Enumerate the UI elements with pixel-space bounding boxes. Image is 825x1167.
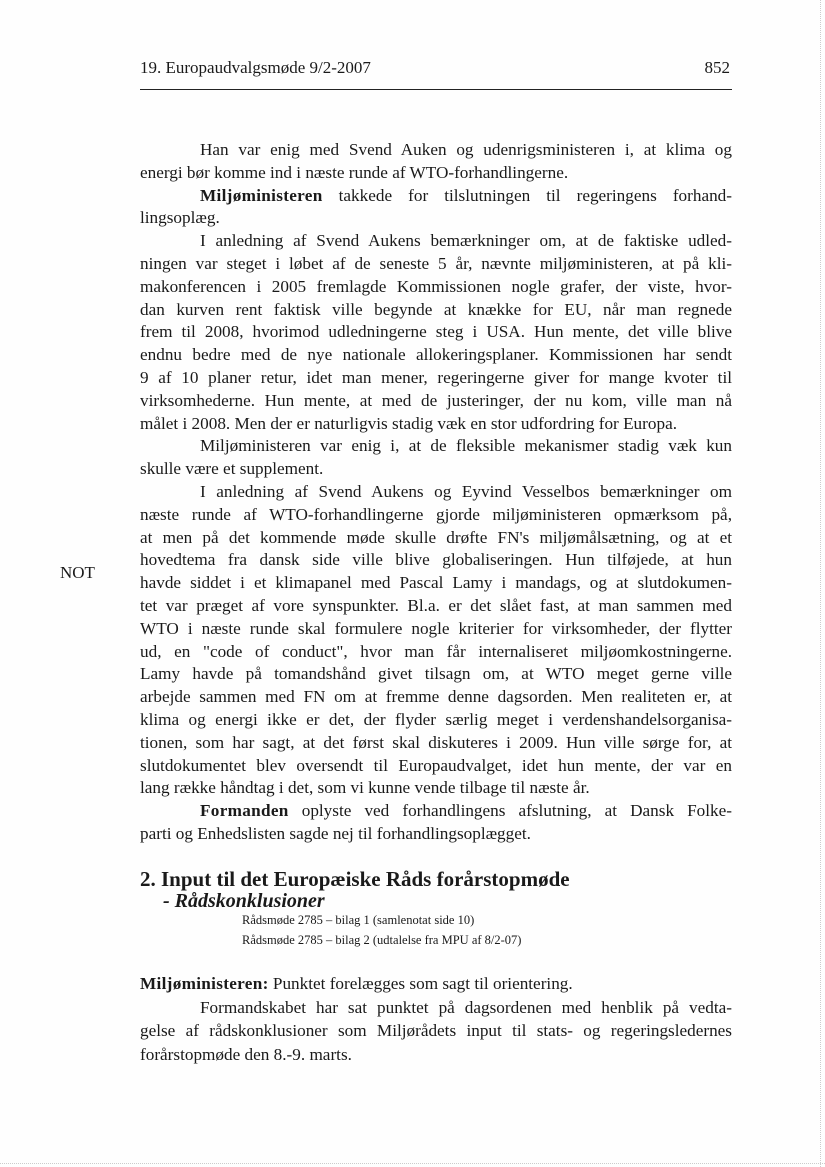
line-text: dan kurven rent faktisk ville begynde at knække for EU, når man regnede: [140, 299, 732, 319]
speaker-name: Formanden: [200, 801, 289, 821]
text-line: [140, 162, 732, 185]
text-line: [140, 207, 732, 230]
speaker-name: Miljøministeren: [200, 185, 323, 205]
line-text: endnu bedre med de nye nationale allokeringsplaner. Kommissionen har sendt: [140, 345, 732, 365]
line-text: tet var præget af vore synspunkter. Bl.a. er det slået fast, at man sammen med: [140, 595, 732, 615]
line-text: virksomhederne. Hun mente, at med de justeringer, der nu kom, ville man nå: [140, 390, 732, 410]
line-text: at men på det kommende møde skulle drøfte FN's miljømålsætning, og at et: [140, 527, 732, 547]
page-number: 852: [704, 58, 730, 77]
line-text: arbejde sammen med FN om at fremme denne dagsorden. Men realiteten er, at: [140, 687, 732, 707]
line-text: slutdokumentet blev oversendt til Europaudvalget, idet hun mente, der var en: [140, 755, 732, 775]
line-text: ningen var steget i løbet af de seneste 5 år, nævnte miljøministeren, at på kli-: [140, 253, 732, 273]
line-text: frem til 2008, hvorimod udledningerne steg i USA. Hun mente, det ville blive: [140, 322, 732, 342]
text-line: [140, 549, 732, 572]
text-line: [140, 344, 732, 367]
line-text: I anledning af Svend Aukens bemærkninger om, at de faktiske udled-: [200, 231, 732, 251]
line-text: forårstopmøde den 8.-9. marts.: [140, 1044, 352, 1064]
text-line: [140, 709, 732, 732]
text-line: [140, 321, 732, 344]
line-text: I anledning af Svend Aukens og Eyvind Vesselbos bemærkninger om: [200, 481, 732, 501]
section-heading: 2. Input til det Europæiske Råds forårstopmøde: [140, 867, 570, 891]
line-text: ud, en "code of conduct", hvor man får internaliseret miljøomkostningerne.: [140, 641, 732, 661]
line-text: gelse af rådskonklusioner som Miljørådets input til stats- og regeringsledernes: [140, 1021, 732, 1041]
line-text: Punktet forelægges som sagt til orientering.: [268, 974, 573, 993]
line-text: klima og energi ikke er det, der flyder særlig meget i verdenshandelsorganisa-: [140, 709, 732, 729]
line-text: lingsoplæg.: [140, 208, 220, 228]
running-header-title: 19. Europaudvalgsmøde 9/2-2007: [140, 58, 371, 77]
line-text: hovedtema fra dansk side ville blive globaliseringen. Hun tilføjede, at hun: [140, 550, 732, 570]
text-line: [140, 413, 732, 436]
line-text: Han var enig med Svend Auken og udenrigsministeren i, at klima og: [200, 140, 732, 159]
text-line: [140, 686, 732, 709]
text-line: [140, 663, 732, 686]
line-text: Lamy havde på tomandshånd givet tilsagn om, at WTO meget gerne ville: [140, 664, 732, 684]
text-line: [140, 139, 732, 162]
text-line: [140, 185, 732, 208]
text-line: [140, 595, 732, 618]
line-text: tionen, som har sagt, at det først skal diskuteres i 2009. Hun ville sørge for, at: [140, 732, 732, 752]
text-line: [140, 823, 732, 846]
line-text: Formandskabet har sat punktet på dagsordenen med henblik på vedta-: [200, 997, 732, 1017]
line-text: havde siddet i et klimapanel med Pascal Lamy i mandags, og at slutdokumen-: [140, 573, 732, 593]
text-line: [140, 276, 732, 299]
line-text: WTO i næste runde skal formulere nogle kriterier for virksomheder, der flytter: [140, 618, 732, 638]
text-line: [140, 299, 732, 322]
text-line: [140, 481, 732, 504]
text-line: [140, 504, 732, 527]
line-text: parti og Enhedslisten sagde nej til forhandlingsoplægget.: [140, 823, 531, 843]
line-text: Miljøministeren var enig i, at de fleksible mekanismer stadig væk kun: [200, 436, 732, 456]
section-subheading: - Rådskonklusioner: [163, 890, 325, 912]
margin-note: NOT: [60, 563, 95, 582]
header-rule: [140, 89, 732, 90]
text-line: [140, 800, 732, 823]
text-line: [140, 253, 732, 276]
text-line: [140, 367, 732, 390]
text-line: [140, 641, 732, 664]
text-line: [140, 435, 732, 458]
text-line: [140, 1019, 732, 1043]
line-text: oplyste ved forhandlingens afslutning, at Dansk Folke-: [288, 801, 732, 821]
section1-body: [140, 139, 732, 846]
scan-edge: [0, 1163, 825, 1164]
bilag-reference: Rådsmøde 2785 – bilag 2 (udtalelse fra MPU af 8/2-07): [242, 933, 522, 947]
text-line: [140, 732, 732, 755]
line-text: takkede for tilslutningen til regeringens forhand-: [322, 185, 732, 205]
line-text: målet i 2008. Men der er naturligvis stadig væk en stor udfordring for Europa.: [140, 413, 677, 433]
line-text: skulle være et supplement.: [140, 459, 324, 479]
line-text: energi bør komme ind i næste runde af WTO-forhandlingerne.: [140, 162, 569, 182]
text-line: [140, 755, 732, 778]
text-line: [140, 390, 732, 413]
bilag-reference: Rådsmøde 2785 – bilag 1 (samlenotat side 10): [242, 913, 475, 927]
text-line: [140, 527, 732, 550]
line-text: makonferencen i 2005 fremlagde Kommissionen nogle grafer, der viste, hvor-: [140, 276, 732, 296]
text-line: [140, 572, 732, 595]
text-line: [140, 996, 732, 1020]
speaker-name: Miljøministeren:: [140, 974, 269, 993]
text-line: [140, 458, 732, 481]
section2-body: [140, 972, 732, 1066]
scan-edge: [820, 0, 821, 1167]
text-line: [140, 777, 732, 800]
text-line: [140, 972, 732, 996]
text-line: [140, 230, 732, 253]
text-line: [140, 618, 732, 641]
text-line: [140, 1043, 732, 1067]
line-text: lang række håndtag i det, som vi kunne vende tilbage til næste år.: [140, 778, 590, 798]
line-text: 9 af 10 planer retur, idet man mener, regeringerne giver for mange kvoter til: [140, 367, 732, 387]
line-text: næste runde af WTO-forhandlingerne gjorde miljøministeren opmærksom på,: [140, 504, 732, 524]
